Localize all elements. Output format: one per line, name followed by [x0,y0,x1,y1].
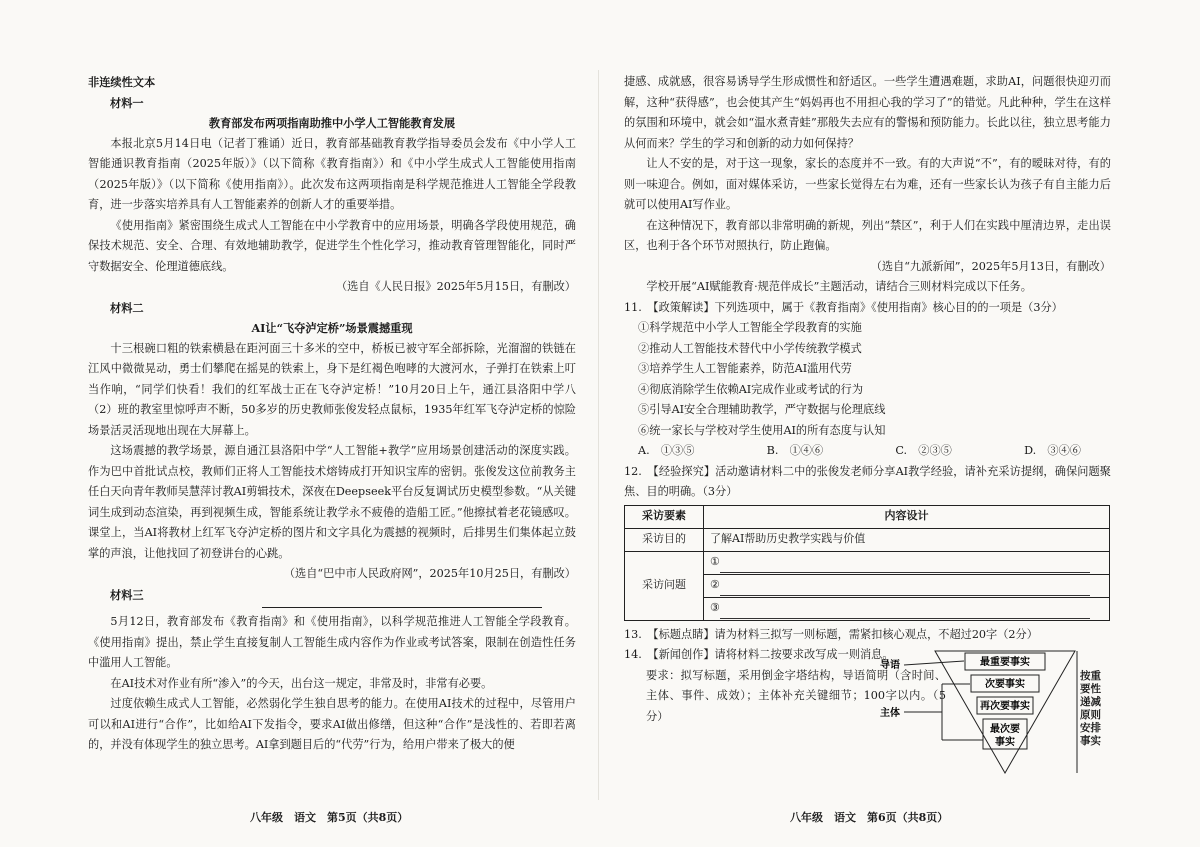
material-3-para-6: 在这种情况下，教育部以非常明确的新规，列出“禁区”，利于人们在实践中厘清边界，走出误区，也利于各个环节对照执行，防止跑偏。 [624,218,1111,252]
q11-statement-1: ①科学规范中小学人工智能全学段教育的实施 [638,321,862,334]
blank-3-line[interactable] [720,604,1090,619]
question-14-requirement: 要求：拟写标题，采用倒金字塔结构，导语简明（含时间、主体、事件、成效）；主体补充关键细节；100字以内。（5分） [646,668,946,723]
material-3-para-4: 捷感、成就感，很容易诱导学生形成惯性和舒适区。一些学生遭遇难题，求助AI，问题很快迎刃而解，这种“获得感”，也会使其产生“妈妈再也不用担心我的学习了”的错觉。凡此种种，学生在这样的氛围和环境中，就会如“温水煮青蛙”那般失去应有的警惕和预防能力。长此以往，独立思考能力从何而来？学生的学习和创新的动力如何保持？ [624,75,1111,150]
material-1-label: 材料一 [110,95,144,110]
material-2-title: AI让“飞夺泸定桥”场景震撼重现 [251,321,413,335]
q11-choices [624,441,1111,462]
material-2-para-1: 十三根碗口粗的铁索横悬在距河面三十多米的空中，桥板已被守军全部拆除，光溜溜的铁链在江风中微微晃动，勇士们攀爬在摇晃的铁索上，身下是红褐色咆哮的大渡河水，子弹打在铁索上叮当作响，“同学们快看！我们的红军战士正在飞夺泸定桥！”10月20日上午，通江县洛阳中学八（2）班的教室里惊呼声不断，50多岁的历史教师张俊发轻点鼠标，1935年红军飞夺泸定桥的惊险场景活灵活现地出现在大屏幕上。 [88,341,576,437]
material-2-para-2: 这场震撼的教学场景，源自通江县洛阳中学“人工智能+教学”应用场景创建活动的深度实践。作为巴中首批试点校，教师们正将人工智能技术熔铸成打开知识宝库的密钥。张俊发这位前教务主任白天向青年教师吴慧萍讨教AI剪辑技术，深夜在Deepseek平台反复调试历史模型参数。“从关键词生成到动态渲染，再到视频生成，智能系统让教学永不疲倦的造船工匠。”他擦拭着老花镜感叹。课堂上，当AI将教材上红军飞夺泸定桥的图片和文字具化为震撼的视频时，后排男生们集体起立鼓掌的声浪，让他找回了初登讲台的心跳。 [88,444,576,560]
pyramid-side-note: 按重要性递减原则安排事实 [1080,670,1101,747]
row-questions-label: 采访问题 [625,551,704,620]
level-4-label-b: 事实 [995,737,1015,748]
level-1-label: 最重要事实 [980,657,1030,668]
title-blank-line [262,607,542,608]
q11-choice-d[interactable]: D. ③④⑥ [1024,444,1081,457]
page-5-footer: 八年级 语文 第5页（共8页） [250,811,409,824]
q11-statement-5: ⑤引导AI安全合理辅助教学，严守数据与伦理底线 [638,403,886,416]
level-4-label-a: 最次要 [990,724,1020,735]
interview-table [624,505,1110,621]
material-1-para-2: 《使用指南》紧密围绕生成式人工智能在中小学教育中的应用场景，明确各学段使用规范，确保技术规范、安全、合理、有效地辅助教学，促进学生个性化学习，推动教育管理智能化，同时严守数据安全、伦理道德底线。 [88,218,576,273]
blank-2-line[interactable] [720,581,1090,596]
material-3-para-2: 在AI技术对作业有所“渗入”的今天，出台这一规定，非常及时，非常有必要。 [110,676,493,690]
material-1-source: （选自《人民日报》2025年5月15日，有删改） [335,280,576,293]
material-3-para-5: 让人不安的是，对于这一现象，家长的态度并不一致。有的大声说“不”，有的暧昧对待，有的则一味迎合。例如，面对媒体采访，一些家长觉得左右为难，还有一些家长认为孩子有自主能力后就可以使用AI写作业。 [624,157,1111,211]
question-12: 12. 【经验探究】活动邀请材料二中的张俊发老师分享AI教学经验，请补充采访提纲，确保问题聚焦、目的明确。（3分） [624,464,1111,498]
task-intro: 学校开展“AI赋能教育·规范伴成长”主题活动，请结合三则材料完成以下任务。 [646,280,1032,293]
table-header-element: 采访要素 [625,505,704,528]
material-1-para-1: 本报北京5月14日电（记者丁雅诵）近日，教育部基础教育教学指导委员会发布《中小学人工智能通识教育指南（2025年版）》（以下简称《教育指南》）和《中小学生成式人工智能使用指南（2025年版）》（以下简称《使用指南》）。此次发布这两项指南是科学规范推进人工智能全学段教育，进一步落实培养具有人工智能素养的创新人才的重要举措。 [88,136,576,211]
page-5 [88,72,576,756]
inverted-pyramid-diagram [880,648,1080,778]
blank-1-line[interactable] [720,558,1090,573]
q11-statement-4: ④彻底消除学生依赖AI完成作业或考试的行为 [638,382,864,396]
section-title: 非连续性文本 [88,75,156,89]
row-purpose-label: 采访目的 [625,528,704,551]
q11-statement-3: ③培养学生人工智能素养，防范AI滥用代劳 [638,362,852,375]
material-3-source: （选自“九派新闻”，2025年5月13日，有删改） [870,259,1111,273]
level-3-label: 再次要事实 [980,701,1030,712]
q11-choice-a[interactable]: A. ①③⑤ [638,444,695,457]
q11-statement-6: ⑥统一家长与学校对学生使用AI的所有态度与认知 [638,423,886,437]
q11-choice-b[interactable]: B. ①④⑥ [766,444,824,457]
question-blank-2[interactable] [704,574,1110,597]
material-3-para-1: 5月12日，教育部发布《教育指南》和《使用指南》，以科学规范推进人工智能全学段教育。《使用指南》提出，禁止学生直接复制人工智能生成内容作为作业或考试答案，限制在创造性任务中滥用人工智能。 [88,615,576,669]
blank-2-number: ② [710,578,720,592]
material-1-title: 教育部发布两项指南助推中小学人工智能教育发展 [208,116,456,130]
q11-choice-c[interactable]: C. ②③⑤ [895,444,952,457]
level-2-label: 次要事实 [985,679,1025,690]
material-2-source: （选自“巴中市人民政府网”，2025年10月25日，有删改） [283,567,576,580]
question-13: 13. 【标题点睛】请为材料三拟写一则标题，需紧扣核心观点，不超过20字（2分） [624,627,1038,641]
pyramid-outline [935,651,1075,773]
page-6 [624,72,1111,727]
question-14: 14. 【新闻创作】请将材料二按要求改写成一则消息。 [624,648,894,661]
q11-statement-2: ②推动人工智能技术替代中小学传统教学模式 [638,341,862,355]
body-label: 主体 [880,708,900,719]
table-header-content: 内容设计 [704,505,1110,528]
material-3-label: 材料三 [110,587,144,602]
blank-3-number: ③ [710,601,720,615]
lead-pointer [904,661,964,665]
question-blank-1[interactable] [704,551,1110,574]
blank-1-number: ① [710,555,720,569]
lead-label: 导语 [880,660,900,671]
page-fold [598,70,599,800]
row-purpose-value: 了解AI帮助历史教学实践与价值 [704,528,1110,551]
question-11: 11. 【政策解读】下列选项中，属于《教育指南》《使用指南》核心目的的一项是（3分） [624,300,1063,314]
page-6-footer: 八年级 语文 第6页（共8页） [790,811,949,824]
material-3-para-3: 过度依赖生成式人工智能，必然弱化学生独自思考的能力。在使用AI技术的过程中，尽管用户可以和AI进行“合作”，比如给AI下发指令，要求AI做出修缮，但这种“合作”是浅性的、若即若离的，并没有体现学生的独立思考。AI拿到题目后的“代劳”行为，给用户带来了极大的便 [88,697,576,751]
question-blank-3[interactable] [704,597,1110,620]
material-2-label: 材料二 [110,300,144,315]
